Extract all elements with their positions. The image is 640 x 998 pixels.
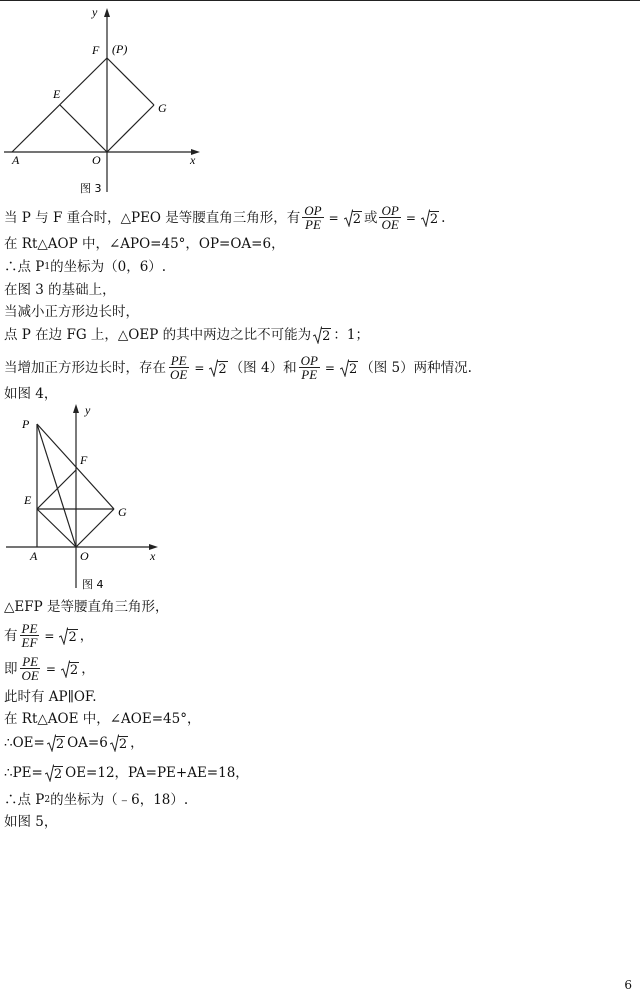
fig3-label-x: x [190, 153, 196, 167]
text-line-4: 在图 3 的基础上， [4, 282, 116, 298]
sqrt-symbol: 2 [340, 359, 358, 377]
text-line-10: 有 $\frac{PE}{EF}$ = 2 ， [4, 621, 94, 650]
top-rule [0, 0, 640, 1]
sqrt-symbol: 2 [45, 764, 63, 782]
sqrt-symbol: 2 [61, 660, 79, 678]
fraction-op-pe: $\frac{OP}{PE}$ [300, 353, 318, 382]
text-line-8: 如图 4， [4, 386, 58, 402]
text-line-11: 即 $\frac{PE}{OE}$ = 2 ， [4, 654, 95, 683]
text-line-12: 此时有 AP∥OF. [4, 689, 97, 705]
fig3-label-y: y [92, 5, 98, 19]
fig3-label-a: A [12, 153, 20, 167]
text-line-15: ∴PE= 2 OE=12，PA=PE+AE=18， [4, 765, 249, 782]
sqrt-symbol: 2 [421, 209, 439, 227]
text-line-5: 当减小正方形边长时， [4, 304, 139, 320]
text-line-6: 点 P 在边 FG 上，△OEP 的其中两边之比不可能为 2 ：1； [4, 327, 369, 344]
fig4-label-e: E [24, 493, 32, 507]
fraction-pe-oe: $\frac{PE}{OE}$ [170, 353, 188, 382]
fig4-label-o: O [80, 549, 89, 563]
fig3-label-f: F [92, 43, 100, 57]
fig3-label-g: G [158, 101, 167, 115]
fraction-op-oe: $\frac{OP}{OE}$ [381, 203, 399, 232]
text-line-3: ∴点 P 1 的坐标为（0，6）. [4, 259, 167, 275]
text-line-1: 当 P 与 F 重合时，△PEO 是等腰直角三角形，有 $\frac{OP}{PE}$ = 2 或 $\frac{OP}{OE}$ = 2 . [4, 203, 446, 232]
fig4-label-g: G [118, 505, 127, 519]
sqrt-symbol: 2 [209, 359, 227, 377]
page-number: 6 [624, 978, 632, 992]
text-line-9: △EFP 是等腰直角三角形， [4, 599, 169, 615]
figure-4 [0, 402, 170, 596]
fig3-label-e: E [53, 87, 61, 101]
fraction-op-pe: $\frac{OP}{PE}$ [304, 203, 322, 232]
text-line-14: ∴OE= 2 OA=6 2 ， [4, 735, 144, 752]
fig4-label-x: x [150, 549, 156, 563]
sqrt-symbol: 2 [344, 209, 362, 227]
sqrt-symbol: 2 [59, 627, 77, 645]
fig4-label-y: y [85, 403, 91, 417]
fig3-label-p: (P) [112, 42, 128, 56]
figure-3 [0, 2, 210, 198]
fig4-label-f: F [80, 453, 88, 467]
fig4-label-p: P [22, 417, 30, 431]
text-line-16: ∴点 P 2 的坐标为（﹣6，18）. [4, 792, 189, 808]
text-line-7: 当增加正方形边长时，存在 $\frac{PE}{OE}$ = 2 （图 4）和 $\frac{OP}{PE}$ = 2 （图 5）两种情况. [4, 353, 472, 382]
text-line-13: 在 Rt△AOE 中，∠AOE=45°， [4, 711, 201, 727]
fraction-pe-oe: $\frac{PE}{OE}$ [21, 654, 39, 683]
text-line-17: 如图 5， [4, 814, 58, 830]
sqrt-symbol: 2 [110, 734, 128, 752]
fig4-caption: 图 4 [82, 578, 104, 591]
sqrt-symbol: 2 [47, 734, 65, 752]
text-line-2: 在 Rt△AOP 中，∠APO=45°，OP=OA=6， [4, 236, 285, 252]
fraction-pe-ef: $\frac{PE}{EF}$ [21, 621, 38, 650]
fig3-label-o: O [92, 153, 101, 167]
fig3-caption: 图 3 [80, 182, 102, 195]
fig4-label-a: A [30, 549, 38, 563]
sqrt-symbol: 2 [313, 326, 331, 344]
